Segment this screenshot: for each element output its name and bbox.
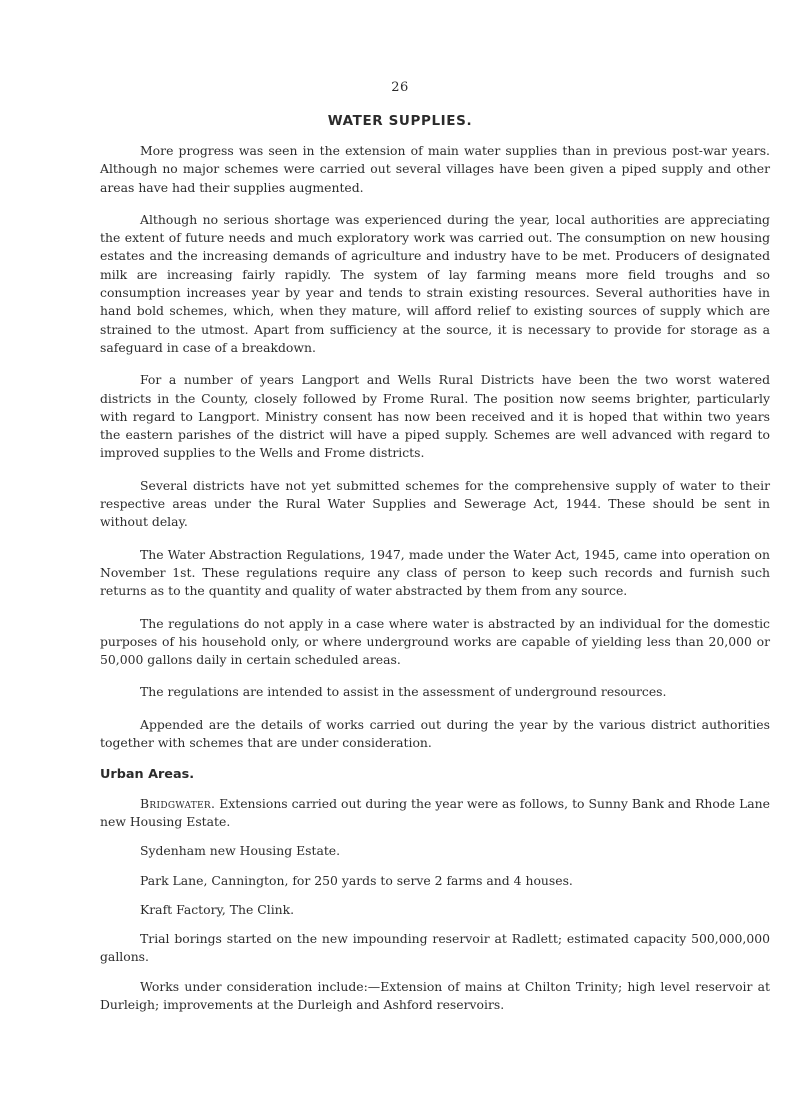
section-heading-urban-areas: Urban Areas.	[100, 767, 195, 783]
paragraph-regulations-purpose: The regulations are intended to assist in the assessment of underground resources.	[140, 684, 667, 700]
paragraph-main-supplies: More progress was seen in the extension of main water supplies than in previous post-war years. Although no major schemes were carried out several villages have been given a piped supply and other areas have had their supplies augmented.	[100, 143, 770, 195]
paragraph-langport-wells: For a number of years Langport and Wells Rural Districts have been the two worst watered districts in the County, closely followed by Frome Rural. The position now seems brighter, particularly with regard to Langport. Ministry consent has now been received and it is hoped that within two years the eastern parishes of the district will have a piped supply. Schemes are well advanced with regard to improved supplies to the Wells and Frome districts.	[100, 372, 770, 461]
bridgwater-text: Extensions carried out during the year were as follows, to Sunny Bank and Rhode Lane new Housing Estate.	[100, 795, 770, 829]
paragraph-abstraction-regulations: The Water Abstraction Regulations, 1947, made under the Water Act, 1945, came into operation on November 1st. These regulations require any class of person to keep such records and furnish such returns as to the quantity and quality of water abstracted by them from any source.	[100, 546, 770, 599]
page-number: 26	[391, 80, 409, 95]
list-item: Sydenham new Housing Estate.	[140, 843, 341, 859]
document-body	[100, 142, 770, 1025]
list-item: Trial borings started on the new impounding reservoir at Radlett; estimated capacity 500,000,000 gallons.	[100, 931, 770, 965]
paragraph-schemes-outstanding: Several districts have not yet submitted schemes for the comprehensive supply of water to their respective areas under the Rural Water Supplies and Sewerage Act, 1944. These should be sent in without delay.	[100, 477, 770, 530]
district-name-bridgwater: Bridgwater.	[140, 795, 216, 811]
paragraph-bridgwater	[100, 795, 770, 832]
paragraph-appended-details: Appended are the details of works carried out during the year by the various district authorities together with schemes that are under consideration.	[100, 716, 770, 751]
paragraph-regulations-exemptions: The regulations do not apply in a case where water is abstracted by an individual for the domestic purposes of his household only, or where underground works are capable of yielding less than 20,000 or 50,000 gallons daily in certain scheduled areas.	[100, 615, 770, 668]
page-title: WATER SUPPLIES.	[327, 113, 473, 129]
list-item: Kraft Factory, The Clink.	[140, 901, 295, 917]
list-item: Park Lane, Cannington, for 250 yards to serve 2 farms and 4 houses.	[140, 872, 573, 888]
paragraph-shortage: Although no serious shortage was experienced during the year, local authorities are appreciating the extent of future needs and much exploratory work was carried out. The consumption on new housing estates and the increasing demands of agriculture and industry have to be met. Producers of designated milk are increasing fairly rapidly. The system of lay farming means more field troughs and so consumption increases year by year and tends to strain existing resources. Several authorities have in hand bold schemes, which, when they mature, will afford relief to existing sources of supply which are strained to the utmost. Apart from sufficiency at the source, it is necessary to provide for storage as a safeguard in case of a breakdown.	[100, 211, 770, 355]
list-item: Works under consideration include:—Extension of mains at Chilton Trinity; high level reservoir at Durleigh; improvements at the Durleigh and Ashford reservoirs.	[100, 978, 770, 1012]
